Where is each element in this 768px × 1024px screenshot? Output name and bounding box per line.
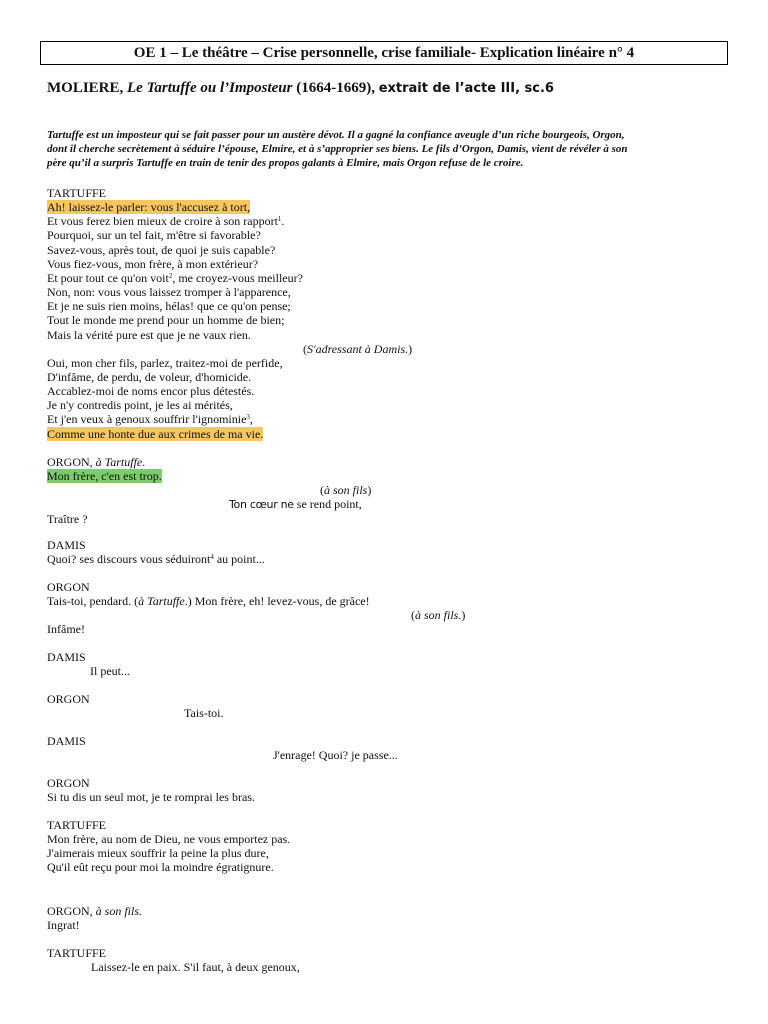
verse-line: Qu'il eût reçu pour moi la moindre égratignure. bbox=[47, 860, 274, 874]
verse-line: D'infâme, de perdu, de voleur, d'homicide. bbox=[47, 370, 252, 384]
verse-text: Et vous ferez bien mieux de croire à son rapport bbox=[47, 214, 278, 228]
stage-direction bbox=[320, 483, 371, 497]
verse-line bbox=[47, 200, 250, 214]
verse-line bbox=[47, 427, 263, 441]
verse-line bbox=[47, 214, 284, 228]
footnote-marker: 4 bbox=[210, 553, 214, 561]
paren: ( bbox=[303, 342, 307, 356]
verse-text: Et j'en veux à genoux souffrir l'ignominie bbox=[47, 412, 247, 426]
verse-line: Laissez-le en paix. S'il faut, à deux genoux, bbox=[91, 960, 300, 974]
verse-line: Accablez-moi de noms encor plus détestés. bbox=[47, 384, 255, 398]
verse-punct: . bbox=[281, 214, 285, 228]
verse-line: Ingrat! bbox=[47, 918, 80, 932]
verse-text: Et pour tout ce qu'on voit bbox=[47, 271, 169, 285]
verse-line: Tout le monde me prend pour un homme de bien; bbox=[47, 313, 285, 327]
verse-line: Savez-vous, après tout, de quoi je suis capable? bbox=[47, 243, 276, 257]
stage-direction-text: S'adressant à Damis. bbox=[307, 342, 409, 356]
stage-direction-text: à son fils. bbox=[95, 904, 143, 918]
verse-line: Et je ne suis rien moins, hélas! que ce qu'on pense; bbox=[47, 299, 291, 313]
speaker-tartuffe: TARTUFFE bbox=[47, 186, 106, 200]
verse-line bbox=[47, 271, 303, 285]
speaker-orgon: ORGON bbox=[47, 580, 90, 594]
verse-line bbox=[47, 469, 162, 483]
footnote-marker: 1 bbox=[277, 215, 282, 223]
verse-line: Traître ? bbox=[47, 512, 88, 526]
verse-line: J'enrage! Quoi? je passe... bbox=[273, 748, 398, 762]
intro-line: Tartuffe est un imposteur qui se fait passer pour un austère dévot. Il a gagné la confiance aveugle d’un riche bourgeois, Orgon, bbox=[47, 129, 625, 141]
verse-line: Si tu dis un seul mot, je te romprai les bras. bbox=[47, 790, 255, 804]
paren: ) bbox=[367, 483, 372, 497]
verse-text: .) Mon frère, eh! levez-vous, de grâce! bbox=[184, 594, 370, 608]
verse-line: Infâme! bbox=[47, 622, 85, 636]
paren: .) bbox=[458, 608, 466, 622]
speaker-damis: DAMIS bbox=[47, 538, 86, 552]
verse-line: Non, non: vous vous laissez tromper à l'apparence, bbox=[47, 285, 291, 299]
speaker-orgon: ORGON bbox=[47, 692, 90, 706]
speaker-damis: DAMIS bbox=[47, 650, 86, 664]
verse-text: Ton cœur ne bbox=[229, 498, 294, 511]
speaker-tartuffe: TARTUFFE bbox=[47, 946, 106, 960]
verse-line bbox=[229, 497, 362, 512]
intro-line: père qu’il a surpris Tartuffe en train de tenir des propos galants à Elmire, mais Orgon refuse de le croire. bbox=[47, 157, 524, 169]
speaker-orgon: ORGON bbox=[47, 776, 90, 790]
stage-direction-text: à son fils bbox=[415, 608, 459, 622]
intro-line: dont il cherche secrètement à séduire l’épouse, Elmire, et à s’approprier ses biens. Le fils d’Orgon, Damis, vient de révéler à son bbox=[47, 143, 628, 155]
work-title: Le Tartuffe ou l’Imposteur bbox=[127, 80, 293, 96]
document-title: OE 1 – Le théâtre – Crise personnelle, crise familiale- Explication linéaire n° 4 bbox=[40, 41, 728, 65]
stage-direction-text: à Tartuffe bbox=[95, 455, 143, 469]
verse-text: Quoi? ses discours vous séduiront bbox=[47, 552, 211, 566]
highlighted-verse: Comme une honte due aux crimes de ma vie. bbox=[47, 427, 264, 441]
highlighted-verse: Ah! laissez-le parler: vous l'accusez à tort, bbox=[47, 200, 251, 214]
stage-direction bbox=[303, 342, 412, 356]
paren: ( bbox=[320, 483, 324, 497]
intro-paragraph bbox=[47, 128, 727, 170]
speaker-name: ORGON, bbox=[47, 455, 93, 469]
verse-line: Il peut... bbox=[90, 664, 130, 678]
stage-direction-text: à Tartuffe bbox=[138, 594, 185, 608]
paren: ( bbox=[411, 608, 415, 622]
stage-direction bbox=[411, 608, 465, 622]
verse-line: Pourquoi, sur un tel fait, m'être si favorable? bbox=[47, 228, 261, 242]
speaker-tartuffe: TARTUFFE bbox=[47, 818, 106, 832]
speaker-damis: DAMIS bbox=[47, 734, 86, 748]
verse-text: Tais-toi, pendard. ( bbox=[47, 594, 139, 608]
verse-punct: , bbox=[249, 412, 253, 426]
work-heading bbox=[47, 80, 554, 97]
footnote-marker: 2 bbox=[168, 272, 173, 280]
footnote-marker: 3 bbox=[246, 413, 250, 421]
verse-line: Je n'y contredis point, je les ai mérités, bbox=[47, 398, 233, 412]
verse-line: Mais la vérité pure est que je ne vaux rien. bbox=[47, 328, 251, 342]
paren: ) bbox=[408, 342, 413, 356]
work-dates: (1664-1669), bbox=[296, 80, 375, 96]
speaker-name: ORGON, bbox=[47, 904, 93, 918]
verse-text: au point... bbox=[213, 552, 265, 566]
verse-line: Mon frère, au nom de Dieu, ne vous emportez pas. bbox=[47, 832, 291, 846]
author-name: MOLIERE, bbox=[47, 80, 124, 96]
verse-text: se rend point, bbox=[296, 497, 362, 511]
verse-line bbox=[47, 594, 370, 608]
verse-line: Vous fiez-vous, mon frère, à mon extérieur? bbox=[47, 257, 259, 271]
speaker-orgon bbox=[47, 904, 142, 918]
verse-line bbox=[47, 412, 253, 426]
speaker-orgon bbox=[47, 455, 145, 469]
verse-line: Oui, mon cher fils, parlez, traitez-moi de perfide, bbox=[47, 356, 283, 370]
stage-direction-text: à son fils bbox=[324, 483, 368, 497]
verse-punct: . bbox=[142, 455, 146, 469]
highlighted-verse: Mon frère, c'en est trop. bbox=[47, 469, 162, 483]
verse-line bbox=[47, 552, 265, 566]
verse-line: J'aimerais mieux souffrir la peine la plus dure, bbox=[47, 846, 269, 860]
verse-line: Tais-toi. bbox=[184, 706, 224, 720]
extract-reference: extrait de l’acte III, sc.6 bbox=[378, 81, 554, 96]
verse-text: , me croyez-vous meilleur? bbox=[172, 271, 303, 285]
